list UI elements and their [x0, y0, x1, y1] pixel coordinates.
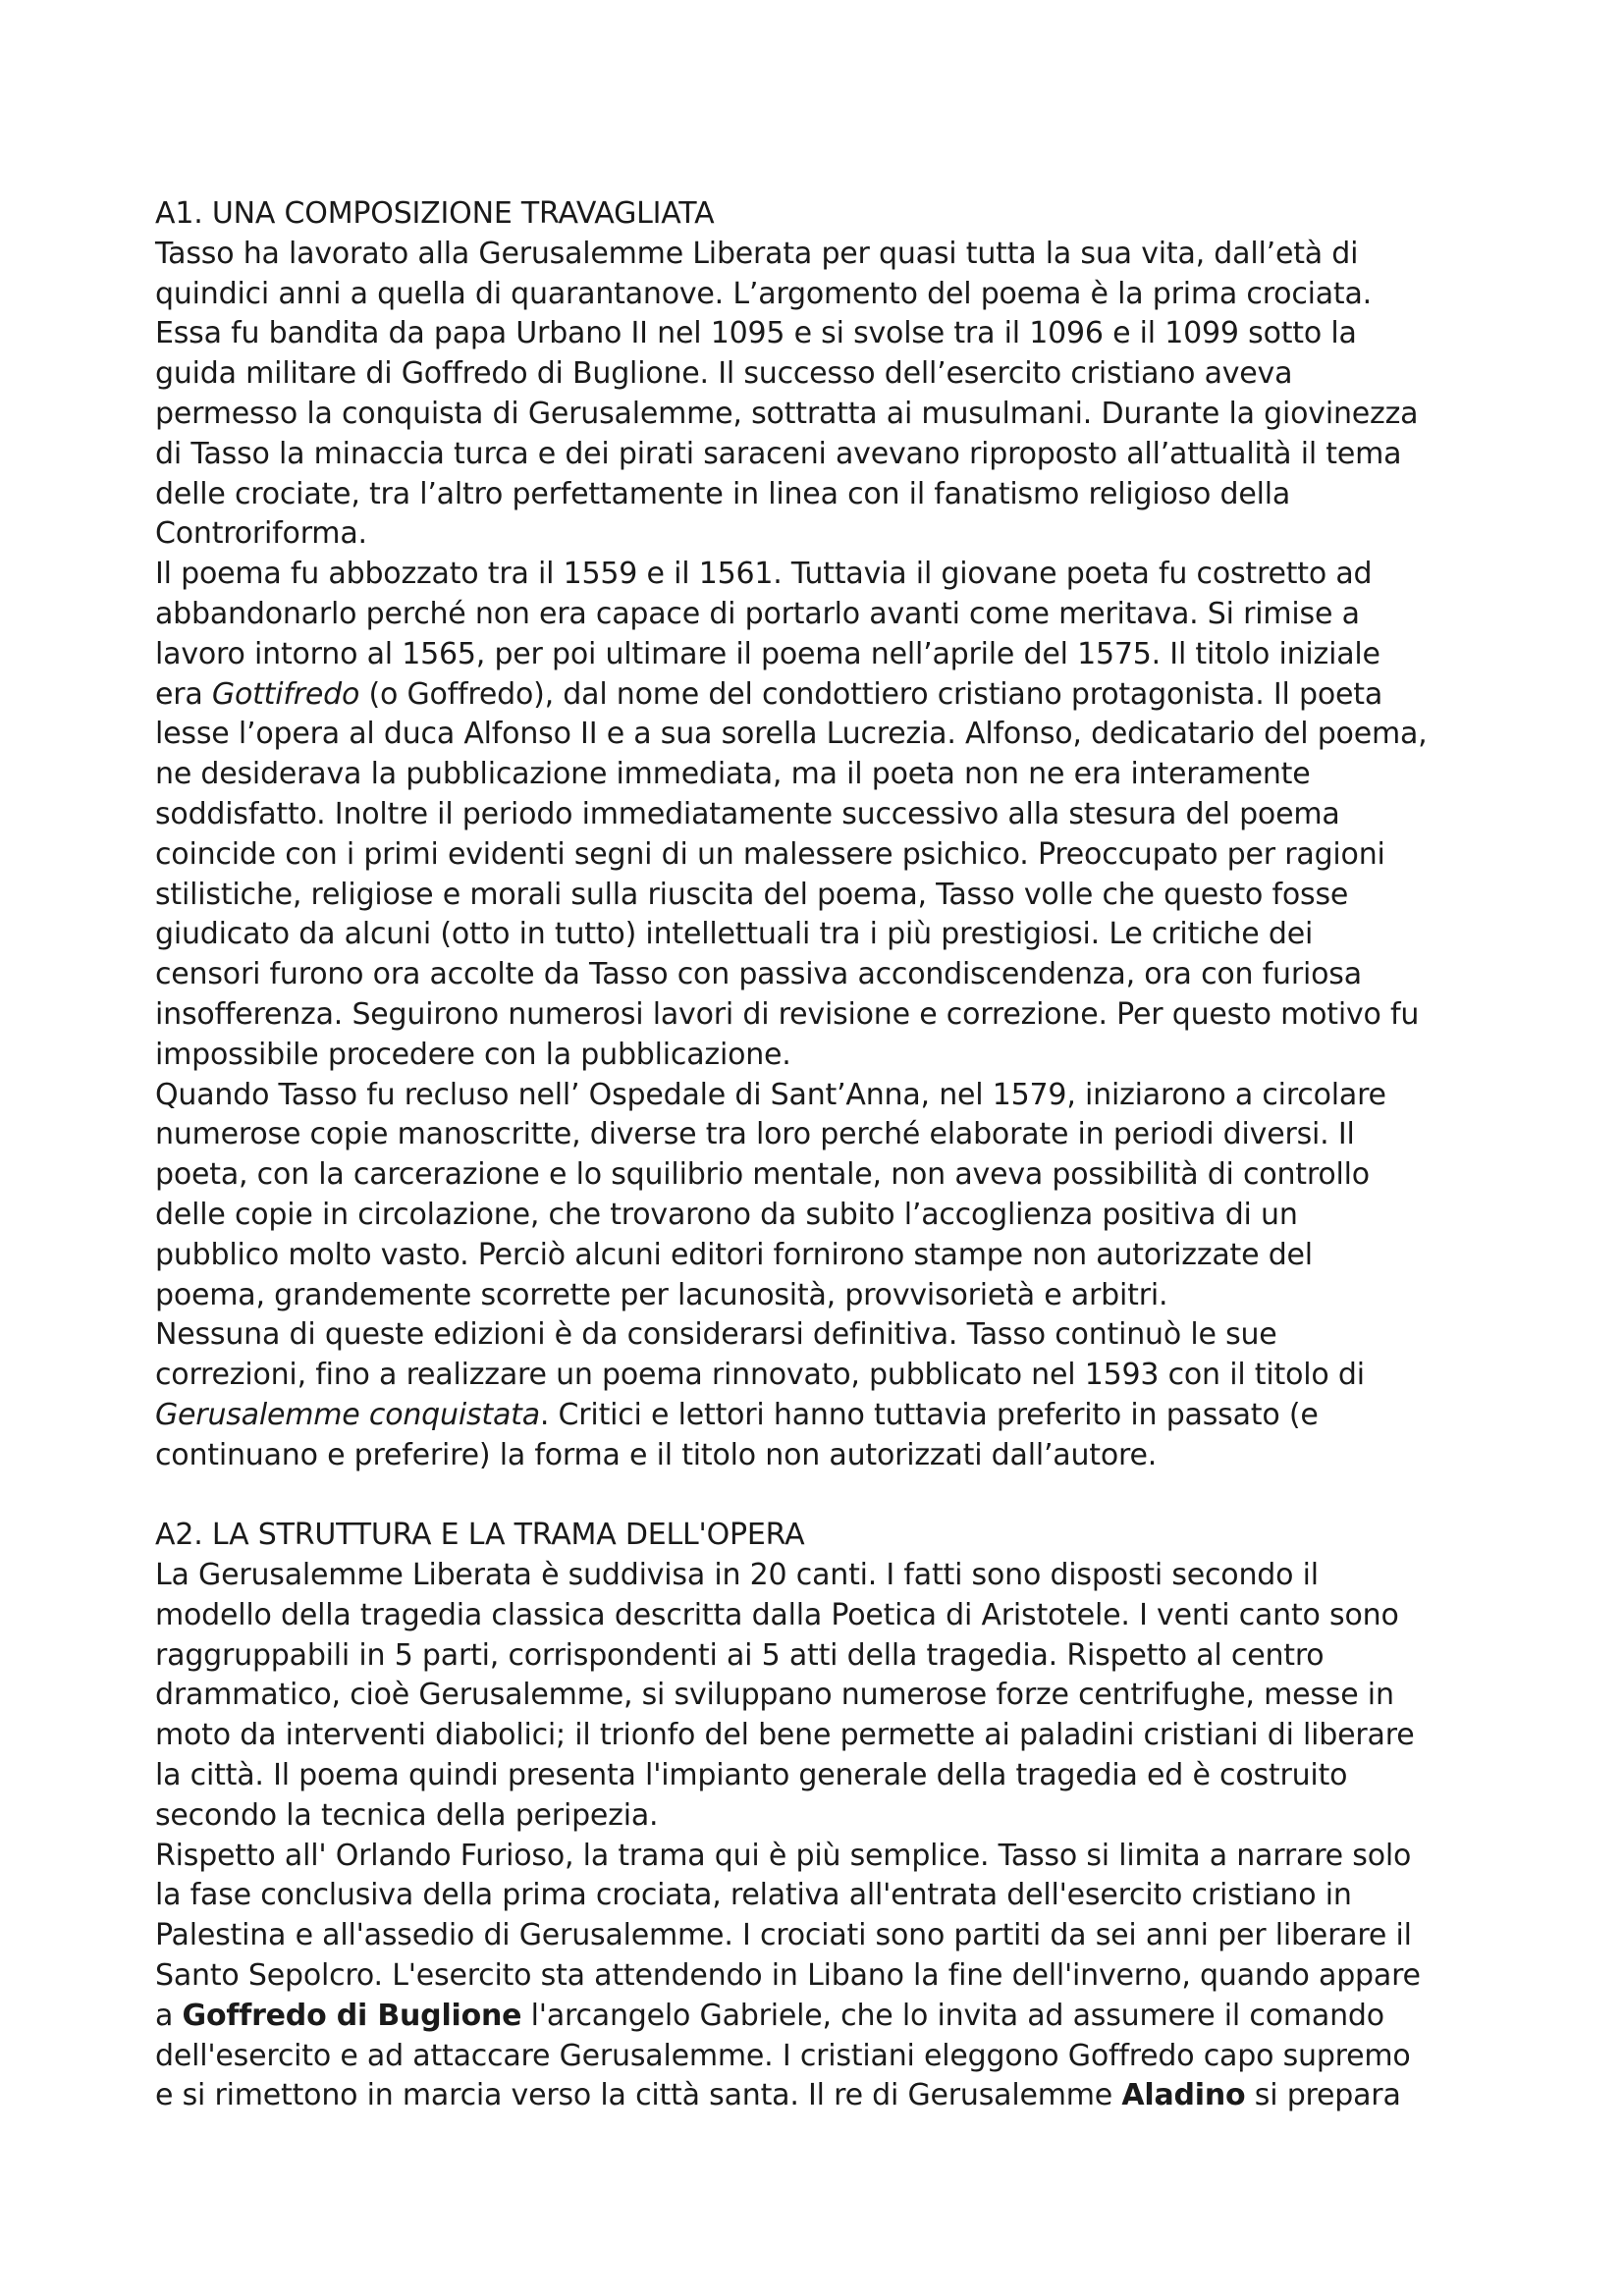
bold-name: Aladino — [1121, 2078, 1246, 2113]
text-line-with-bold — [155, 1997, 1490, 2037]
text-line: raggruppabili in 5 parti, corrispondenti ai 5 atti della tragedia. Rispetto al centro — [155, 1637, 1325, 1673]
section-heading: A1. UNA COMPOSIZIONE TRAVAGLIATA — [155, 196, 715, 231]
text-line: drammatico, cioè Gerusalemme, si sviluppano numerose forze centrifughe, messe in — [155, 1678, 1394, 1713]
text-line: Essa fu bandita da papa Urbano II nel 1095 e si svolse tra il 1096 e il 1099 sotto la — [155, 316, 1357, 351]
text-run: (o Goffredo), dal nome del condottiero cristiano protagonista. Il poeta — [359, 676, 1383, 712]
italic-title: Gottifredo — [211, 676, 360, 712]
text-run: era — [155, 676, 212, 712]
paragraph — [155, 555, 1490, 1075]
paragraph — [155, 1076, 1490, 1316]
text-line: abbandonarlo perché non era capace di portarlo avanti come meritava. Si rimise a — [155, 596, 1360, 631]
section-a2 — [155, 1516, 1490, 2116]
document-page — [155, 194, 1490, 2116]
italic-title: Gerusalemme conquistata — [155, 1397, 540, 1432]
text-line: Il poema fu abbozzato tra il 1559 e il 1561. Tuttavia il giovane poeta fu costretto ad — [155, 557, 1373, 592]
text-line: guida militare di Goffredo di Buglione. Il successo dell’esercito cristiano aveva — [155, 356, 1293, 392]
text-line: numerose copie manoscritte, diverse tra loro perché elaborate in periodi diversi. Il — [155, 1117, 1355, 1152]
text-line: permesso la conquista di Gerusalemme, sottratta ai musulmani. Durante la giovinezza — [155, 396, 1419, 431]
section-heading: A2. LA STRUTTURA E LA TRAMA DELL'OPERA — [155, 1518, 805, 1553]
text-run: a — [155, 1998, 183, 2033]
text-line: moto da interventi diabolici; il trionfo del bene permette ai paladini cristiani di liberare — [155, 1718, 1415, 1753]
paragraph — [155, 235, 1490, 555]
paragraph — [155, 1556, 1490, 1837]
text-line: modello della tragedia classica descritta dalla Poetica di Aristotele. I venti canto sono — [155, 1597, 1399, 1632]
text-line: correzioni, fino a realizzare un poema rinnovato, pubblicato nel 1593 con il titolo di — [155, 1358, 1365, 1393]
text-line: censori furono ora accolte da Tasso con passiva accondiscendenza, ora con furiosa — [155, 957, 1362, 992]
bold-name: Goffredo di Buglione — [182, 1998, 522, 2033]
text-line: Santo Sepolcro. L'esercito sta attendendo in Libano la fine dell'inverno, quando appare — [155, 1958, 1421, 1994]
text-line: Nessuna di queste edizioni è da considerarsi definitiva. Tasso continuò le sue — [155, 1317, 1277, 1353]
text-line: delle crociate, tra l’altro perfettamente in linea con il fanatismo religioso della — [155, 476, 1291, 511]
text-line: lavoro intorno al 1565, per poi ultimare il poema nell’aprile del 1575. Il titolo iniziale — [155, 636, 1380, 671]
paragraph — [155, 1837, 1490, 2117]
text-run: . Critici e lettori hanno tuttavia preferito in passato (e — [539, 1397, 1319, 1432]
text-line: coincide con i primi evidenti segni di un malessere psichico. Preoccupato per ragioni — [155, 836, 1385, 872]
text-line: pubblico molto vasto. Perciò alcuni editori fornirono stampe non autorizzate del — [155, 1237, 1313, 1272]
text-line: giudicato da alcuni (otto in tutto) intellettuali tra i più prestigiosi. Le critiche dei — [155, 917, 1314, 952]
text-line: delle copie in circolazione, che trovarono da subito l’accoglienza positiva di un — [155, 1197, 1298, 1232]
text-line: Tasso ha lavorato alla Gerusalemme Liberata per quasi tutta la sua vita, dall’età di — [155, 236, 1359, 271]
section-a1 — [155, 194, 1490, 1476]
text-line: continuano e preferire) la forma e il titolo non autorizzati dall’autore. — [155, 1437, 1158, 1472]
text-line: stilistiche, religiose e morali sulla riuscita del poema, Tasso volle che questo fosse — [155, 877, 1349, 912]
text-line: ne desiderava la pubblicazione immediata, ma il poeta non ne era interamente — [155, 757, 1311, 792]
text-line: Rispetto all' Orlando Furioso, la trama qui è più semplice. Tasso si limita a narrare solo — [155, 1838, 1412, 1873]
text-run: e si rimettono in marcia verso la città santa. Il re di Gerusalemme — [155, 2078, 1122, 2113]
text-line: la fase conclusiva della prima crociata, relativa all'entrata dell'esercito cristiano in — [155, 1878, 1352, 1913]
text-line: di Tasso la minaccia turca e dei pirati saraceni avevano riproposto all’attualità il tema — [155, 436, 1402, 471]
text-line-with-italic — [155, 1396, 1490, 1436]
text-line: Quando Tasso fu recluso nell’ Ospedale di Sant’Anna, nel 1579, iniziarono a circolare — [155, 1077, 1386, 1112]
text-line: quindici anni a quella di quarantanove. L’argomento del poema è la prima crociata. — [155, 276, 1373, 311]
text-line: lesse l’opera al duca Alfonso II e a sua sorella Lucrezia. Alfonso, dedicatario del poema, — [155, 717, 1428, 752]
text-run: si prepara — [1245, 2078, 1401, 2113]
text-line: impossibile procedere con la pubblicazione. — [155, 1037, 791, 1072]
text-line: poema, grandemente scorrette per lacunosità, provvisorietà e arbitri. — [155, 1277, 1168, 1312]
text-line: poeta, con la carcerazione e lo squilibrio mentale, non aveva possibilità di controllo — [155, 1157, 1370, 1193]
paragraph — [155, 1315, 1490, 1475]
text-line-with-italic — [155, 675, 1490, 716]
text-line: dell'esercito e ad attaccare Gerusalemme. I cristiani eleggono Goffredo capo supremo — [155, 2038, 1411, 2073]
text-line: soddisfatto. Inoltre il periodo immediatamente successivo alla stesura del poema — [155, 796, 1340, 831]
text-run: l'arcangelo Gabriele, che lo invita ad assumere il comando — [521, 1998, 1384, 2033]
text-line: La Gerusalemme Liberata è suddivisa in 20 canti. I fatti sono disposti secondo il — [155, 1558, 1319, 1593]
text-line-with-bold — [155, 2076, 1490, 2116]
text-line: insofferenza. Seguirono numerosi lavori di revisione e correzione. Per questo motivo fu — [155, 996, 1420, 1032]
text-line: la città. Il poema quindi presenta l'impianto generale della tragedia ed è costruito — [155, 1758, 1348, 1793]
text-line: Controriforma. — [155, 516, 367, 552]
text-line: secondo la tecnica della peripezia. — [155, 1797, 659, 1833]
text-line: Palestina e all'assedio di Gerusalemme. I crociati sono partiti da sei anni per liberare il — [155, 1918, 1412, 1953]
